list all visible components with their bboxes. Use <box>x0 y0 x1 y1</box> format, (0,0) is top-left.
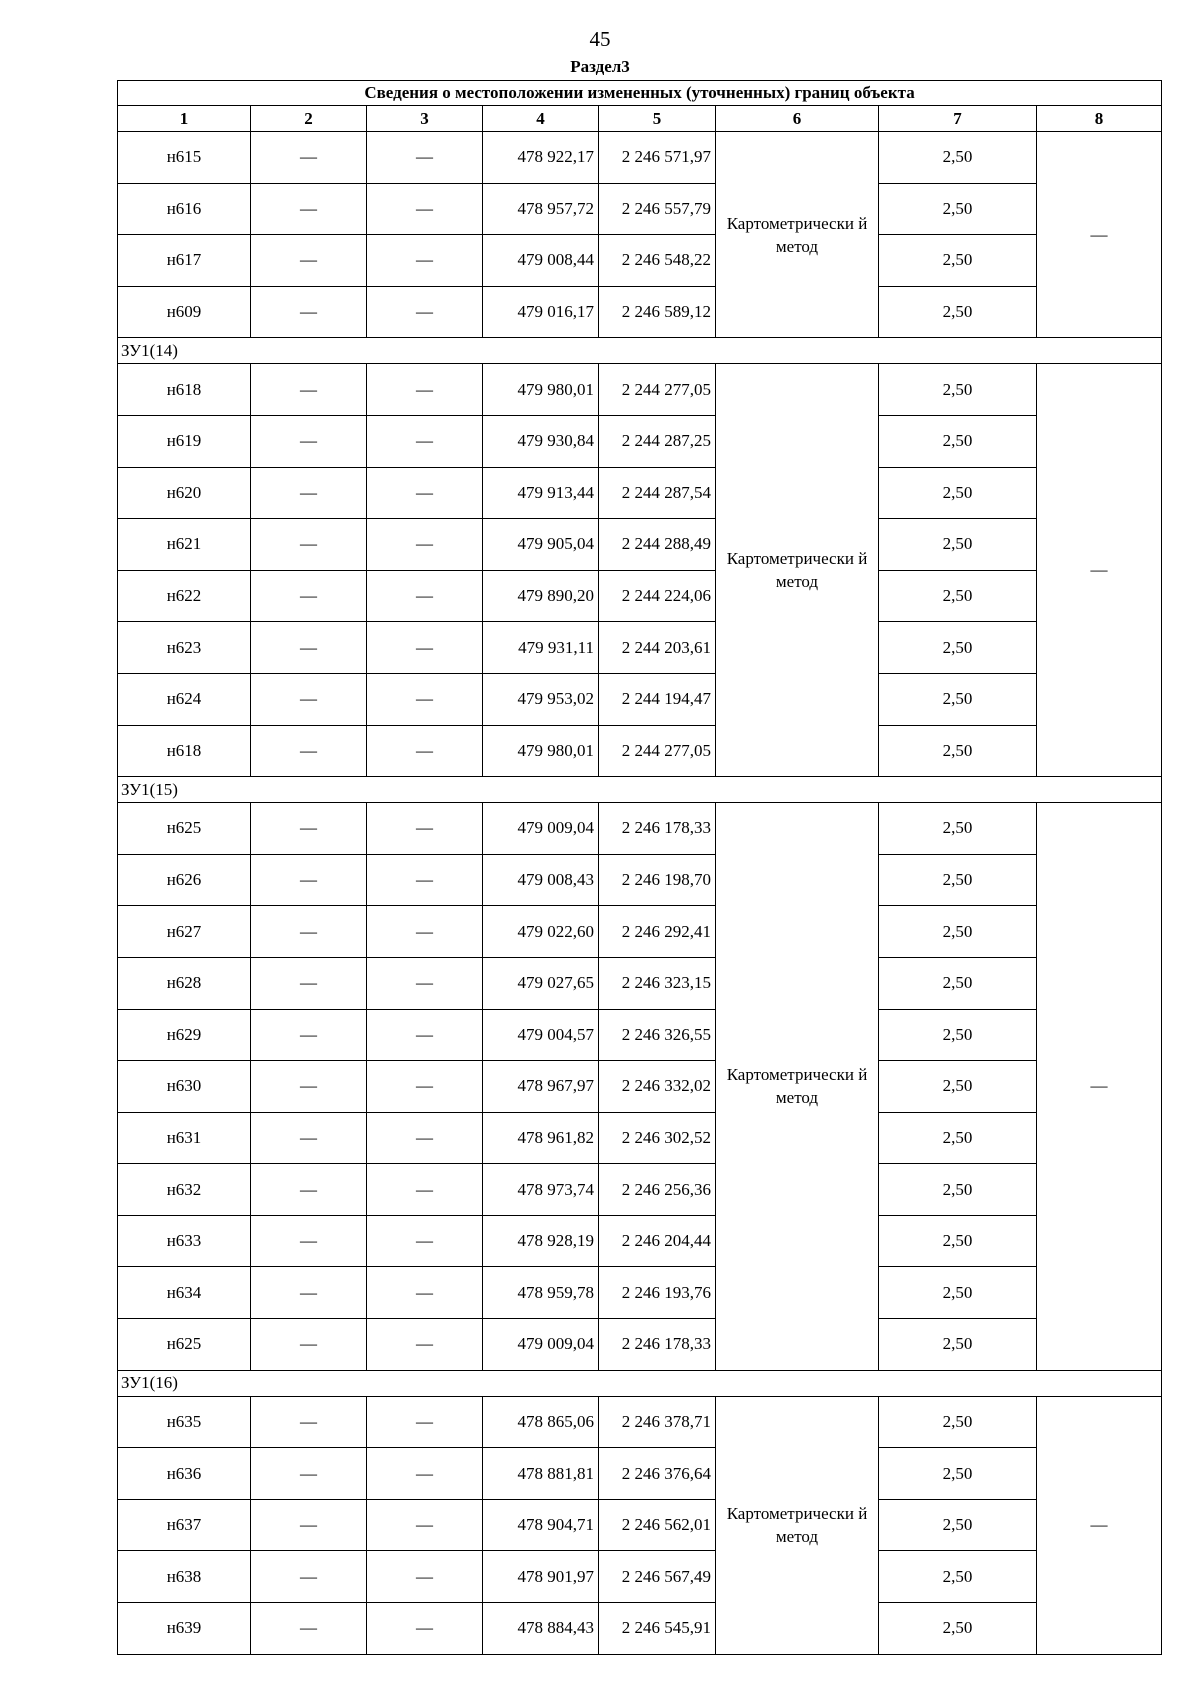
method-cell: Картометрически й метод <box>716 1396 879 1654</box>
table-row <box>118 803 1162 855</box>
point-name-cell: н622 <box>118 570 251 622</box>
page-number: 45 <box>589 27 611 51</box>
table-title: Сведения о местоположении измененных (уточненных) границ объекта <box>118 81 1162 106</box>
accuracy-cell: 2,50 <box>879 622 1037 674</box>
table-row <box>118 1396 1162 1448</box>
col3-cell: — <box>367 725 483 777</box>
table-row <box>118 415 1162 467</box>
table-row <box>118 1061 1162 1113</box>
method-cell: Картометрически й метод <box>716 803 879 1371</box>
col2-cell: — <box>251 906 367 958</box>
point-name-cell: н638 <box>118 1551 251 1603</box>
col2-cell: — <box>251 673 367 725</box>
accuracy-cell: 2,50 <box>879 1267 1037 1319</box>
accuracy-cell: 2,50 <box>879 1164 1037 1216</box>
y-coordinate-cell: 2 244 287,25 <box>599 415 716 467</box>
table-row <box>118 1009 1162 1061</box>
point-name-cell: н631 <box>118 1112 251 1164</box>
col3-cell: — <box>367 1551 483 1603</box>
col3-cell: — <box>367 519 483 571</box>
y-coordinate-cell: 2 246 292,41 <box>599 906 716 958</box>
col2-cell: — <box>251 519 367 571</box>
y-coordinate-cell: 2 246 567,49 <box>599 1551 716 1603</box>
col2-cell: — <box>251 364 367 416</box>
accuracy-cell: 2,50 <box>879 957 1037 1009</box>
y-coordinate-cell: 2 244 194,47 <box>599 673 716 725</box>
table-row <box>118 1267 1162 1319</box>
point-name-cell: н625 <box>118 803 251 855</box>
accuracy-cell: 2,50 <box>879 415 1037 467</box>
column-header: 1 <box>118 106 251 132</box>
x-coordinate-cell: 478 959,78 <box>483 1267 599 1319</box>
accuracy-cell: 2,50 <box>879 183 1037 235</box>
table-row <box>118 519 1162 571</box>
col2-cell: — <box>251 803 367 855</box>
y-coordinate-cell: 2 246 323,15 <box>599 957 716 1009</box>
point-name-cell: н619 <box>118 415 251 467</box>
accuracy-cell: 2,50 <box>879 132 1037 184</box>
x-coordinate-cell: 479 980,01 <box>483 364 599 416</box>
accuracy-cell: 2,50 <box>879 854 1037 906</box>
x-coordinate-cell: 479 008,44 <box>483 235 599 287</box>
table-row <box>118 1319 1162 1371</box>
col3-cell: — <box>367 132 483 184</box>
column-header: 7 <box>879 106 1037 132</box>
y-coordinate-cell: 2 246 256,36 <box>599 1164 716 1216</box>
y-coordinate-cell: 2 244 287,54 <box>599 467 716 519</box>
group-label: ЗУ1(15) <box>118 777 1162 803</box>
accuracy-cell: 2,50 <box>879 1112 1037 1164</box>
x-coordinate-cell: 478 928,19 <box>483 1215 599 1267</box>
column-header-row <box>118 106 1162 132</box>
table-title-row <box>118 81 1162 106</box>
col2-cell: — <box>251 725 367 777</box>
accuracy-cell: 2,50 <box>879 1499 1037 1551</box>
point-name-cell: н639 <box>118 1603 251 1655</box>
point-name-cell: н637 <box>118 1499 251 1551</box>
point-name-cell: н609 <box>118 286 251 338</box>
table-row <box>118 183 1162 235</box>
x-coordinate-cell: 478 884,43 <box>483 1603 599 1655</box>
col2-cell: — <box>251 467 367 519</box>
point-name-cell: н618 <box>118 725 251 777</box>
col2-cell: — <box>251 1603 367 1655</box>
col2-cell: — <box>251 957 367 1009</box>
accuracy-cell: 2,50 <box>879 570 1037 622</box>
accuracy-cell: 2,50 <box>879 467 1037 519</box>
column-header: 4 <box>483 106 599 132</box>
col2-cell: — <box>251 235 367 287</box>
table-row <box>118 622 1162 674</box>
col2-cell: — <box>251 570 367 622</box>
group-label: ЗУ1(16) <box>118 1370 1162 1396</box>
y-coordinate-cell: 2 246 198,70 <box>599 854 716 906</box>
accuracy-cell: 2,50 <box>879 1448 1037 1500</box>
col2-cell: — <box>251 1112 367 1164</box>
accuracy-cell: 2,50 <box>879 673 1037 725</box>
col2-cell: — <box>251 1499 367 1551</box>
y-coordinate-cell: 2 246 589,12 <box>599 286 716 338</box>
point-name-cell: н627 <box>118 906 251 958</box>
group-label: ЗУ1(14) <box>118 338 1162 364</box>
col3-cell: — <box>367 1267 483 1319</box>
table-row <box>118 286 1162 338</box>
x-coordinate-cell: 478 865,06 <box>483 1396 599 1448</box>
col2-cell: — <box>251 1061 367 1113</box>
x-coordinate-cell: 478 904,71 <box>483 1499 599 1551</box>
col3-cell: — <box>367 622 483 674</box>
group-label-row <box>118 1370 1162 1396</box>
accuracy-cell: 2,50 <box>879 725 1037 777</box>
col3-cell: — <box>367 1603 483 1655</box>
x-coordinate-cell: 479 931,11 <box>483 622 599 674</box>
col3-cell: — <box>367 673 483 725</box>
table-row <box>118 1499 1162 1551</box>
col3-cell: — <box>367 1061 483 1113</box>
x-coordinate-cell: 479 905,04 <box>483 519 599 571</box>
y-coordinate-cell: 2 244 224,06 <box>599 570 716 622</box>
col2-cell: — <box>251 1009 367 1061</box>
table-row <box>118 467 1162 519</box>
y-coordinate-cell: 2 246 562,01 <box>599 1499 716 1551</box>
x-coordinate-cell: 479 913,44 <box>483 467 599 519</box>
point-name-cell: н633 <box>118 1215 251 1267</box>
accuracy-cell: 2,50 <box>879 519 1037 571</box>
point-name-cell: н624 <box>118 673 251 725</box>
table-row <box>118 725 1162 777</box>
y-coordinate-cell: 2 246 378,71 <box>599 1396 716 1448</box>
col8-cell: — <box>1037 803 1162 1371</box>
y-coordinate-cell: 2 246 193,76 <box>599 1267 716 1319</box>
x-coordinate-cell: 479 009,04 <box>483 803 599 855</box>
x-coordinate-cell: 479 016,17 <box>483 286 599 338</box>
col2-cell: — <box>251 854 367 906</box>
x-coordinate-cell: 479 004,57 <box>483 1009 599 1061</box>
y-coordinate-cell: 2 246 178,33 <box>599 803 716 855</box>
col2-cell: — <box>251 286 367 338</box>
x-coordinate-cell: 478 901,97 <box>483 1551 599 1603</box>
point-name-cell: н635 <box>118 1396 251 1448</box>
table-row <box>118 673 1162 725</box>
col3-cell: — <box>367 364 483 416</box>
col3-cell: — <box>367 1112 483 1164</box>
col3-cell: — <box>367 957 483 1009</box>
y-coordinate-cell: 2 244 277,05 <box>599 725 716 777</box>
point-name-cell: н630 <box>118 1061 251 1113</box>
point-name-cell: н615 <box>118 132 251 184</box>
col3-cell: — <box>367 286 483 338</box>
point-name-cell: н618 <box>118 364 251 416</box>
table-row <box>118 1603 1162 1655</box>
col2-cell: — <box>251 1551 367 1603</box>
table-row <box>118 132 1162 184</box>
y-coordinate-cell: 2 246 302,52 <box>599 1112 716 1164</box>
col2-cell: — <box>251 1267 367 1319</box>
col2-cell: — <box>251 415 367 467</box>
col3-cell: — <box>367 235 483 287</box>
accuracy-cell: 2,50 <box>879 1215 1037 1267</box>
col2-cell: — <box>251 1396 367 1448</box>
col3-cell: — <box>367 1448 483 1500</box>
col3-cell: — <box>367 467 483 519</box>
point-name-cell: н629 <box>118 1009 251 1061</box>
x-coordinate-cell: 479 027,65 <box>483 957 599 1009</box>
accuracy-cell: 2,50 <box>879 803 1037 855</box>
section-label: Раздел3 <box>570 57 630 76</box>
x-coordinate-cell: 478 961,82 <box>483 1112 599 1164</box>
x-coordinate-cell: 479 930,84 <box>483 415 599 467</box>
x-coordinate-cell: 479 953,02 <box>483 673 599 725</box>
point-name-cell: н616 <box>118 183 251 235</box>
accuracy-cell: 2,50 <box>879 1396 1037 1448</box>
column-header: 8 <box>1037 106 1162 132</box>
col2-cell: — <box>251 132 367 184</box>
accuracy-cell: 2,50 <box>879 286 1037 338</box>
column-header: 6 <box>716 106 879 132</box>
x-coordinate-cell: 479 008,43 <box>483 854 599 906</box>
y-coordinate-cell: 2 246 545,91 <box>599 1603 716 1655</box>
column-header: 5 <box>599 106 716 132</box>
accuracy-cell: 2,50 <box>879 906 1037 958</box>
col3-cell: — <box>367 183 483 235</box>
table-row <box>118 570 1162 622</box>
col3-cell: — <box>367 1215 483 1267</box>
accuracy-cell: 2,50 <box>879 1551 1037 1603</box>
point-name-cell: н632 <box>118 1164 251 1216</box>
point-name-cell: н623 <box>118 622 251 674</box>
accuracy-cell: 2,50 <box>879 1319 1037 1371</box>
accuracy-cell: 2,50 <box>879 235 1037 287</box>
table-row <box>118 364 1162 416</box>
point-name-cell: н634 <box>118 1267 251 1319</box>
col2-cell: — <box>251 1215 367 1267</box>
col3-cell: — <box>367 1164 483 1216</box>
col2-cell: — <box>251 1319 367 1371</box>
col8-cell: — <box>1037 1396 1162 1654</box>
y-coordinate-cell: 2 246 557,79 <box>599 183 716 235</box>
table-row <box>118 1112 1162 1164</box>
y-coordinate-cell: 2 244 277,05 <box>599 364 716 416</box>
col2-cell: — <box>251 1164 367 1216</box>
table-row <box>118 1551 1162 1603</box>
column-header: 3 <box>367 106 483 132</box>
table-row <box>118 235 1162 287</box>
y-coordinate-cell: 2 246 376,64 <box>599 1448 716 1500</box>
x-coordinate-cell: 479 022,60 <box>483 906 599 958</box>
col2-cell: — <box>251 622 367 674</box>
x-coordinate-cell: 478 973,74 <box>483 1164 599 1216</box>
y-coordinate-cell: 2 244 203,61 <box>599 622 716 674</box>
table-row <box>118 906 1162 958</box>
col2-cell: — <box>251 1448 367 1500</box>
table-row <box>118 854 1162 906</box>
col3-cell: — <box>367 1319 483 1371</box>
group-label-row <box>118 777 1162 803</box>
point-name-cell: н621 <box>118 519 251 571</box>
x-coordinate-cell: 478 967,97 <box>483 1061 599 1113</box>
group-label-row <box>118 338 1162 364</box>
y-coordinate-cell: 2 246 332,02 <box>599 1061 716 1113</box>
x-coordinate-cell: 478 881,81 <box>483 1448 599 1500</box>
col3-cell: — <box>367 570 483 622</box>
x-coordinate-cell: 478 922,17 <box>483 132 599 184</box>
accuracy-cell: 2,50 <box>879 364 1037 416</box>
accuracy-cell: 2,50 <box>879 1603 1037 1655</box>
col2-cell: — <box>251 183 367 235</box>
point-name-cell: н625 <box>118 1319 251 1371</box>
col3-cell: — <box>367 803 483 855</box>
point-name-cell: н628 <box>118 957 251 1009</box>
y-coordinate-cell: 2 246 204,44 <box>599 1215 716 1267</box>
point-name-cell: н620 <box>118 467 251 519</box>
col3-cell: — <box>367 1009 483 1061</box>
col3-cell: — <box>367 906 483 958</box>
y-coordinate-cell: 2 244 288,49 <box>599 519 716 571</box>
y-coordinate-cell: 2 246 548,22 <box>599 235 716 287</box>
x-coordinate-cell: 479 009,04 <box>483 1319 599 1371</box>
point-name-cell: н626 <box>118 854 251 906</box>
point-name-cell: н617 <box>118 235 251 287</box>
table-row <box>118 957 1162 1009</box>
col3-cell: — <box>367 1396 483 1448</box>
col3-cell: — <box>367 415 483 467</box>
method-cell: Картометрически й метод <box>716 132 879 338</box>
method-cell: Картометрически й метод <box>716 364 879 777</box>
point-name-cell: н636 <box>118 1448 251 1500</box>
accuracy-cell: 2,50 <box>879 1009 1037 1061</box>
col8-cell: — <box>1037 364 1162 777</box>
y-coordinate-cell: 2 246 178,33 <box>599 1319 716 1371</box>
table-row <box>118 1164 1162 1216</box>
col8-cell: — <box>1037 132 1162 338</box>
col3-cell: — <box>367 1499 483 1551</box>
col3-cell: — <box>367 854 483 906</box>
coordinates-table <box>117 80 1162 1655</box>
x-coordinate-cell: 479 980,01 <box>483 725 599 777</box>
table-row <box>118 1448 1162 1500</box>
y-coordinate-cell: 2 246 326,55 <box>599 1009 716 1061</box>
column-header: 2 <box>251 106 367 132</box>
y-coordinate-cell: 2 246 571,97 <box>599 132 716 184</box>
table-body <box>118 81 1162 1655</box>
accuracy-cell: 2,50 <box>879 1061 1037 1113</box>
table-row <box>118 1215 1162 1267</box>
x-coordinate-cell: 479 890,20 <box>483 570 599 622</box>
x-coordinate-cell: 478 957,72 <box>483 183 599 235</box>
